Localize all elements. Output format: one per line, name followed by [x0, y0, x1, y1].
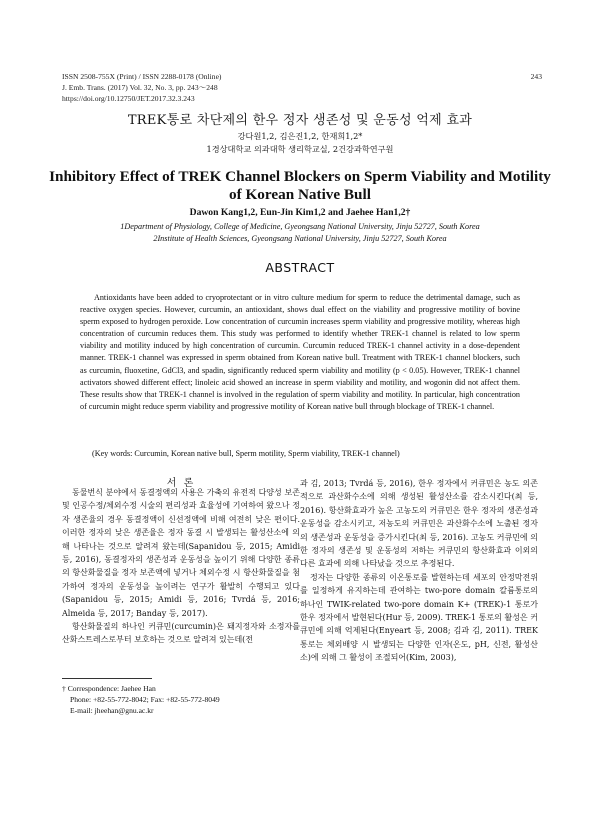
english-authors: Dawon Kang1,2, Eun-Jin Kim1,2 and Jaehee Han1,2† [189, 207, 411, 218]
abstract-heading: ABSTRACT [265, 260, 335, 275]
intro-heading: 서 론 [166, 478, 196, 489]
english-affiliation-2: 2Institute of Health Sciences, Gyeongsang National University, Jinju 52727, South Korea [153, 234, 447, 243]
korean-title: TREK통로 차단제의 한우 정자 생존성 및 운동성 억제 효과 [127, 113, 473, 128]
journal-meta [62, 72, 221, 104]
page-number: 243 [530, 72, 542, 81]
intro-paragraph-3: 과 김, 2013; Tvrdá 등, 2016), 한우 정자에서 커큐민은 농도 의존적으로 과산화수소에 의해 생성된 활성산소를 감소시킨다(최 등, 2016). 항산화효과가 높은 고농도의 커큐민은 한우 정자의 생존성과 운동성을 감소시키고, 저농도의 커큐민은 과산화수소에 노출된 정자의 생존성과 운동성을 증가시킨다(최 등, 2016). 고농도 커큐민에 의한 정자의 생존성 및 운동성의 저하는 커큐민의 항산화효과 이외의 다른 효과에 의해 나타났을 것으로 추정된다. [300, 479, 538, 569]
left-column [62, 486, 300, 647]
abstract-body: Antioxidants have been added to cryoprotectant or in vitro culture medium for sperm to reduce the detrimental damage, such as reactive oxygen species. However, curcumin, an antioxidant, shows dual effect on the viability and progressive motility of bovine sperm exposed to hydrogen peroxide. Low concentration of curcumin increases sperm viability and progressive motility, whereas high concentration of curcumin reduces them. This study was performed to identify whether TREK-1 channel is related to low sperm viability and motility induced by high concentration of curcumin. Curcumin reduced TREK-1 channel activity in a dose-dependent manner. TREK-1 channel was expressed in sperm obtained from Korean native bull. Treatment with TREK-1 channel blockers, such as curcumin, fluoxetine, GdCl3, and spadin, significantly reduced sperm viability and motility (p < 0.05). However, TREK-1 channel activators showed different effect; linoleic acid showed an increase in sperm viability and motility, and wogonin did not affect them. These results show that TREK-1 channel is involved in the regulation of sperm viability and motility. In particular, high concentration of curcumin might reduce sperm viability and progressive motility of Korean native bull through blockage of TREK-1 channel. [80, 293, 520, 411]
correspondence-footnote [62, 683, 220, 716]
correspondence-phone: Phone: +82-55-772-8042; Fax: +82-55-772-8049 [70, 695, 220, 704]
correspondence-email[interactable]: E-mail: jheehan@gnu.ac.kr [70, 706, 154, 715]
keywords: (Key words: Curcumin, Korean native bull, Sperm motility, Sperm viability, TREK-1 channel) [92, 449, 400, 458]
intro-paragraph-4: 정자는 다양한 종류의 이온통로를 발현하는데 세포의 안정막전위를 일정하게 유지하는데 관여하는 two-pore domain 칼륨통로의 하나인 TWIK-related two-pore domain K+ (TREK)-1 통로가 한우 정자에서 발현된다(Hur 등, 2009). TREK-1 통로의 활성은 커큐민에 의해 억제된다(Enyeart 등, 2008; 김과 김, 2011). TREK 통로는 체외배양 시 발생되는 다양한 인자(온도, pH, 신전, 활성산소)에 의해 그 활성이 조절되어(Kim, 2003), [300, 572, 538, 663]
korean-affiliations: 1경상대학교 의과대학 생리학교실, 2건강과학연구원 [206, 144, 394, 154]
english-title-line1: Inhibitory Effect of TREK Channel Blockers on Sperm Viability and Motility [49, 168, 551, 185]
intro-paragraph-1: 동물번식 분야에서 동결정액의 사용은 가축의 유전적 다양성 보존 및 인공수정/체외수정 시술의 편리성과 효율성에 기여하여 왔으나 정자 생존율의 경우 동결정액이 신선정액에 비해 여전히 낮은 편이다. 이러한 정자의 낮은 생존율은 정자 동결 시 발생되는 활성산소에 의해 나타나는 것으로 알려져 왔는데(Sapanidou 등, 2015; Amidi 등, 2016), 동결정자의 생존성과 운동성을 높이기 위해 다양한 종류의 항산화물질을 정자 보존액에 넣거나 체외수정 시 항산화물질을 첨가하여 정자의 운동성을 높이려는 연구가 활발히 수행되고 있다(Sapanidou 등, 2015; Amidi 등, 2016; Tvrdá 등, 2016; Almeida 등, 2017; Banday 등, 2017). [62, 488, 300, 618]
korean-authors: 강다원1,2, 김은진1,2, 한재희1,2* [237, 131, 363, 141]
english-title-line2: of Korean Native Bull [229, 186, 371, 203]
english-title [40, 168, 560, 204]
correspondence-name: † Correspondence: Jaehee Han [62, 684, 156, 693]
issn-line: ISSN 2508-755X (Print) / ISSN 2288-0178 (Online) [62, 72, 222, 81]
footnote-rule [62, 678, 152, 679]
right-column [300, 477, 538, 665]
english-affiliation-1: 1Department of Physiology, College of Medicine, Gyeongsang National University, Jinju 52727, South Korea [120, 222, 480, 231]
doi-link[interactable]: https://doi.org/10.12750/JET.2017.32.3.243 [62, 93, 195, 103]
intro-paragraph-2: 항산화물질의 하나인 커큐민(curcumin)은 돼지정자와 소정자를 산화스트레스로부터 보호하는 것으로 알려져 있는데(전 [62, 622, 300, 645]
journal-citation: J. Emb. Trans. (2017) Vol. 32, No. 3, pp. 243～248 [62, 82, 218, 92]
